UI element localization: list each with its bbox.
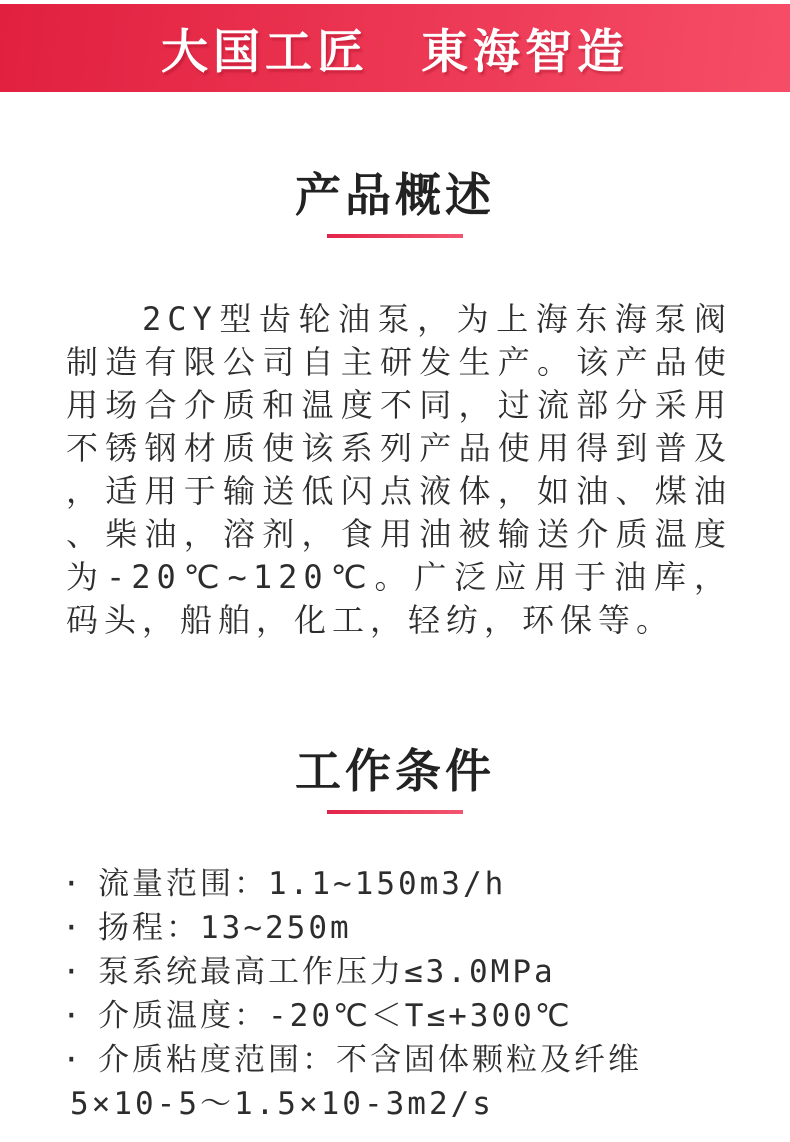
list-item-text: 扬程：13~250m xyxy=(98,910,352,946)
conditions-title-underline xyxy=(327,810,463,814)
list-item-text: 流量范围：1.1~150m3/h xyxy=(98,866,507,902)
bullet-dot: · xyxy=(62,954,84,990)
list-item-text: 介质粘度范围：不含固体颗粒及纤维 xyxy=(98,1042,642,1078)
bullet-dot: · xyxy=(62,910,84,946)
list-item xyxy=(62,906,740,950)
section-working-conditions xyxy=(0,746,790,1126)
list-item-text: 5×10-5～1.5×10-3m2/s xyxy=(70,1086,494,1122)
list-item xyxy=(62,950,740,994)
overview-title-underline xyxy=(327,234,463,238)
list-item xyxy=(62,862,740,906)
banner-title: 大国工匠 東海智造 xyxy=(161,24,629,80)
list-item-text: 泵系统最高工作压力≤3.0MPa xyxy=(98,954,556,990)
top-banner xyxy=(0,4,790,92)
bullet-dot: · xyxy=(62,998,84,1034)
list-item-text: 介质温度：-20℃＜T≤+300℃ xyxy=(98,998,573,1034)
list-item-continuation xyxy=(62,1082,740,1126)
section-product-overview xyxy=(0,170,790,642)
overview-section-title: 产品概述 xyxy=(295,168,495,222)
conditions-section-title: 工作条件 xyxy=(295,744,495,798)
product-page xyxy=(0,4,790,1142)
list-item xyxy=(62,994,740,1038)
bullet-dot: · xyxy=(62,866,84,902)
bullet-dot: · xyxy=(62,1042,84,1078)
overview-paragraph: 2CY型齿轮油泵，为上海东海泵阀制造有限公司自主研发生产。该产品使用场合介质和温度不同，过流部分采用不锈钢材质使该系列产品使用得到普及，适用于输送低闪点液体，如油、煤油、柴油，溶剂，食用油被输送介质温度为-20℃~120℃。广泛应用于油库，码头，船舶，化工，轻纺，环保等。 xyxy=(66,300,732,639)
list-item xyxy=(62,1038,740,1082)
conditions-list xyxy=(62,862,740,1126)
